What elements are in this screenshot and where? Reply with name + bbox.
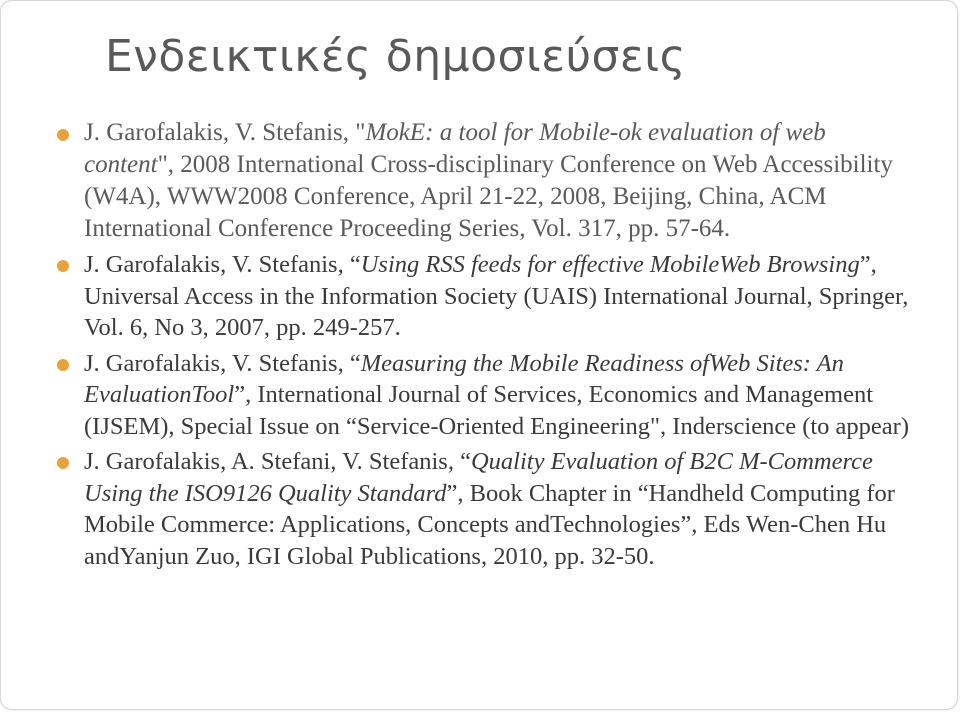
bullet-dot-icon — [57, 457, 69, 469]
reference-authors: J. Garofalakis, V. Stefanis, “ — [84, 349, 361, 377]
reference-details: ”, Book Chapter in “Handheld Computing for Mobile Commerce: Applications, Concepts andTechnologies”, Eds Wen-Chen Hu andYanjun Zuo, IGI Global Publications, 2010, pp. 32-50. — [84, 479, 895, 570]
reference-authors: J. Garofalakis, A. Stefani, V. Stefanis, “ — [84, 448, 471, 475]
reference-authors: J. Garofalakis, V. Stefanis, " — [84, 119, 366, 146]
bullet-dot-icon — [57, 260, 69, 272]
reference-authors: J. Garofalakis, V. Stefanis, “ — [84, 251, 361, 278]
reference-list — [51, 117, 913, 576]
reference-details: ”, International Journal of Services, Economics and Management (IJSEM), Special Issue on “Service-Oriented Engineering", Inderscience (to appear) — [84, 381, 909, 440]
reference-title: Using RSS feeds for effective MobileWeb Browsing — [360, 251, 860, 278]
bullet-dot-icon — [57, 129, 69, 141]
reference-title: Quality Evaluation of B2C M-Commerce Using the ISO9126 Quality Standard — [84, 448, 873, 507]
reference-details: ”, Universal Access in the Information Society (UAIS) International Journal, Springer, Vol. 6, No 3, 2007, pp. 249-257. — [84, 251, 909, 341]
reference-details: ", 2008 International Cross-disciplinary Conference on Web Accessibility (W4A), WWW2008 Conference, April 21-22, 2008, Beijing, China, ACM International Conference Proceeding Series, Vol. 317, pp. 57-64. — [84, 151, 893, 242]
reference-item — [51, 117, 913, 245]
reference-title: Measuring the Mobile Readiness ofWeb Sites: An EvaluationTool — [84, 349, 844, 408]
reference-item — [51, 446, 913, 572]
bullet-dot-icon — [57, 359, 69, 371]
reference-title: MokE: a tool for Mobile-ok evaluation of web content — [84, 119, 826, 178]
reference-item — [51, 249, 913, 344]
reference-item — [51, 348, 913, 443]
slide-title: Ενδεικτικές δημοσιεύσεις — [105, 31, 686, 82]
